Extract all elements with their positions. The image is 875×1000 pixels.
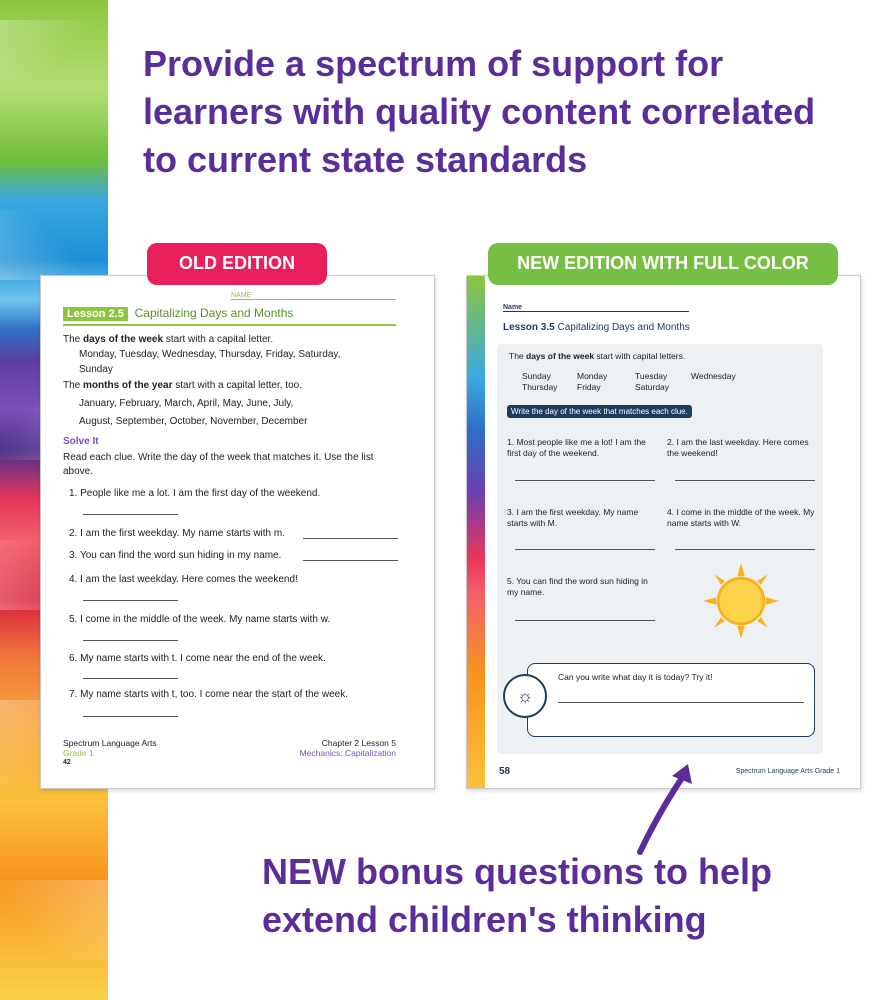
question-4: 4. I am the last weekday. Here comes the weekend! [69,574,298,585]
page-number: 58 [499,766,511,777]
old-edition-label: OLD EDITION [147,243,327,285]
intro-bold: months of the year [83,380,173,391]
answer-line[interactable] [83,514,178,515]
new-edition-page [466,275,861,789]
intro-days [63,334,273,345]
sun-icon [703,563,779,639]
months-list: January, February, March, April, May, June, July, [79,398,294,409]
footer: Spectrum Language Arts Grade 1 [735,768,840,775]
headline: Provide a spectrum of support for learners with quality content correlated to current state standards [143,43,816,180]
intro-text: The [509,351,527,361]
question-1: 1. Most people like me a lot! I am the first day of the weekend. [507,437,646,458]
answer-line[interactable] [83,678,178,679]
old-edition-page [40,275,435,789]
footer-left [63,738,157,768]
bonus-prompt: Can you write what day it is today? Try it! [558,672,713,682]
footer-topic: Mechanics: Capitalization [299,748,396,758]
footer-chapter: Chapter 2 Lesson 5 [321,738,396,748]
intro-text: start with capital letters. [594,351,686,361]
bonus-question-box [527,663,815,737]
answer-line[interactable] [83,716,178,717]
solve-heading: Solve It [63,436,99,447]
lesson-tag: Lesson 3.5 [503,322,555,333]
question-5: 5. I come in the middle of the week. My name starts with w. [69,614,331,625]
answer-line[interactable] [515,480,655,481]
arrow-icon [620,760,700,856]
intro-bold: days of the week [83,334,164,345]
footer-grade: Grade 1 [63,748,94,758]
question-7: 7. My name starts with t, too. I come near the start of the week. [69,689,349,700]
intro-text: The [63,380,84,391]
days-list: Monday, Tuesday, Wednesday, Thursday, Friday, Saturday, [79,349,341,360]
day-word: Friday [577,382,601,392]
name-line [231,292,396,300]
instruction-banner: Write the day of the week that matches each clue. [507,405,692,418]
question-6: 6. My name starts with t. I come near the end of the week. [69,653,326,664]
intro-text: The [63,334,84,345]
answer-line[interactable] [675,480,815,481]
bottom-text: NEW bonus questions to help extend children's thinking [262,851,772,940]
intro-months [63,380,302,391]
lightbulb-icon: ☼ [503,674,547,718]
intro-text: start with a capital letter. [163,334,274,345]
question-3: 3. You can find the word sun hiding in my name. [69,550,282,561]
question-4: 4. I come in the middle of the week. My name starts with W. [667,507,815,528]
answer-line[interactable] [83,640,178,641]
new-edition-label: NEW EDITION WITH FULL COLOR [488,243,838,285]
question-2: 2. I am the first weekday. My name starts with m. [69,528,285,539]
day-word: Sunday [522,371,551,381]
answer-line[interactable] [515,620,655,621]
intro-days [509,351,685,361]
lesson-title: Capitalizing Days and Months [134,306,294,320]
answer-line[interactable] [515,549,655,550]
color-rail [467,276,485,788]
answer-line[interactable] [83,600,178,601]
answer-line[interactable] [303,560,398,561]
name-line [503,304,689,312]
intro-bold: days of the week [526,351,595,361]
footer-right [300,738,396,758]
name-label: NAME [231,292,252,299]
question-2: 2. I am the last weekday. Here comes the weekend! [667,437,809,458]
day-word: Monday [577,371,608,381]
question-5: 5. You can find the word sun hiding in my name. [507,576,648,597]
footer-series: Spectrum Language Arts [63,738,157,748]
months-list-2: August, September, October, November, December [79,416,308,427]
intro-text: start with a capital letter, too. [172,380,302,391]
lesson-header [63,306,396,326]
lesson-tag: Lesson 2.5 [63,307,128,321]
bonus-answer-line[interactable] [558,702,804,703]
question-3: 3. I am the first weekday. My name starts with M. [507,507,639,528]
day-word: Saturday [635,382,670,392]
name-label: Name [503,304,523,311]
day-word: Tuesday [635,371,668,381]
answer-line[interactable] [675,549,815,550]
lesson-title: Capitalizing Days and Months [557,322,690,333]
footer-page-number: 42 [63,759,71,766]
question-1: 1. People like me a lot. I am the first day of the weekend. [69,488,321,499]
lesson-header [503,322,690,333]
answer-line[interactable] [303,538,398,539]
days-list-2: Sunday [79,364,113,375]
solve-instructions: Read each clue. Write the day of the week that matches it. Use the list above. [63,452,374,477]
day-word: Thursday [522,382,558,392]
day-word: Wednesday [691,371,736,381]
